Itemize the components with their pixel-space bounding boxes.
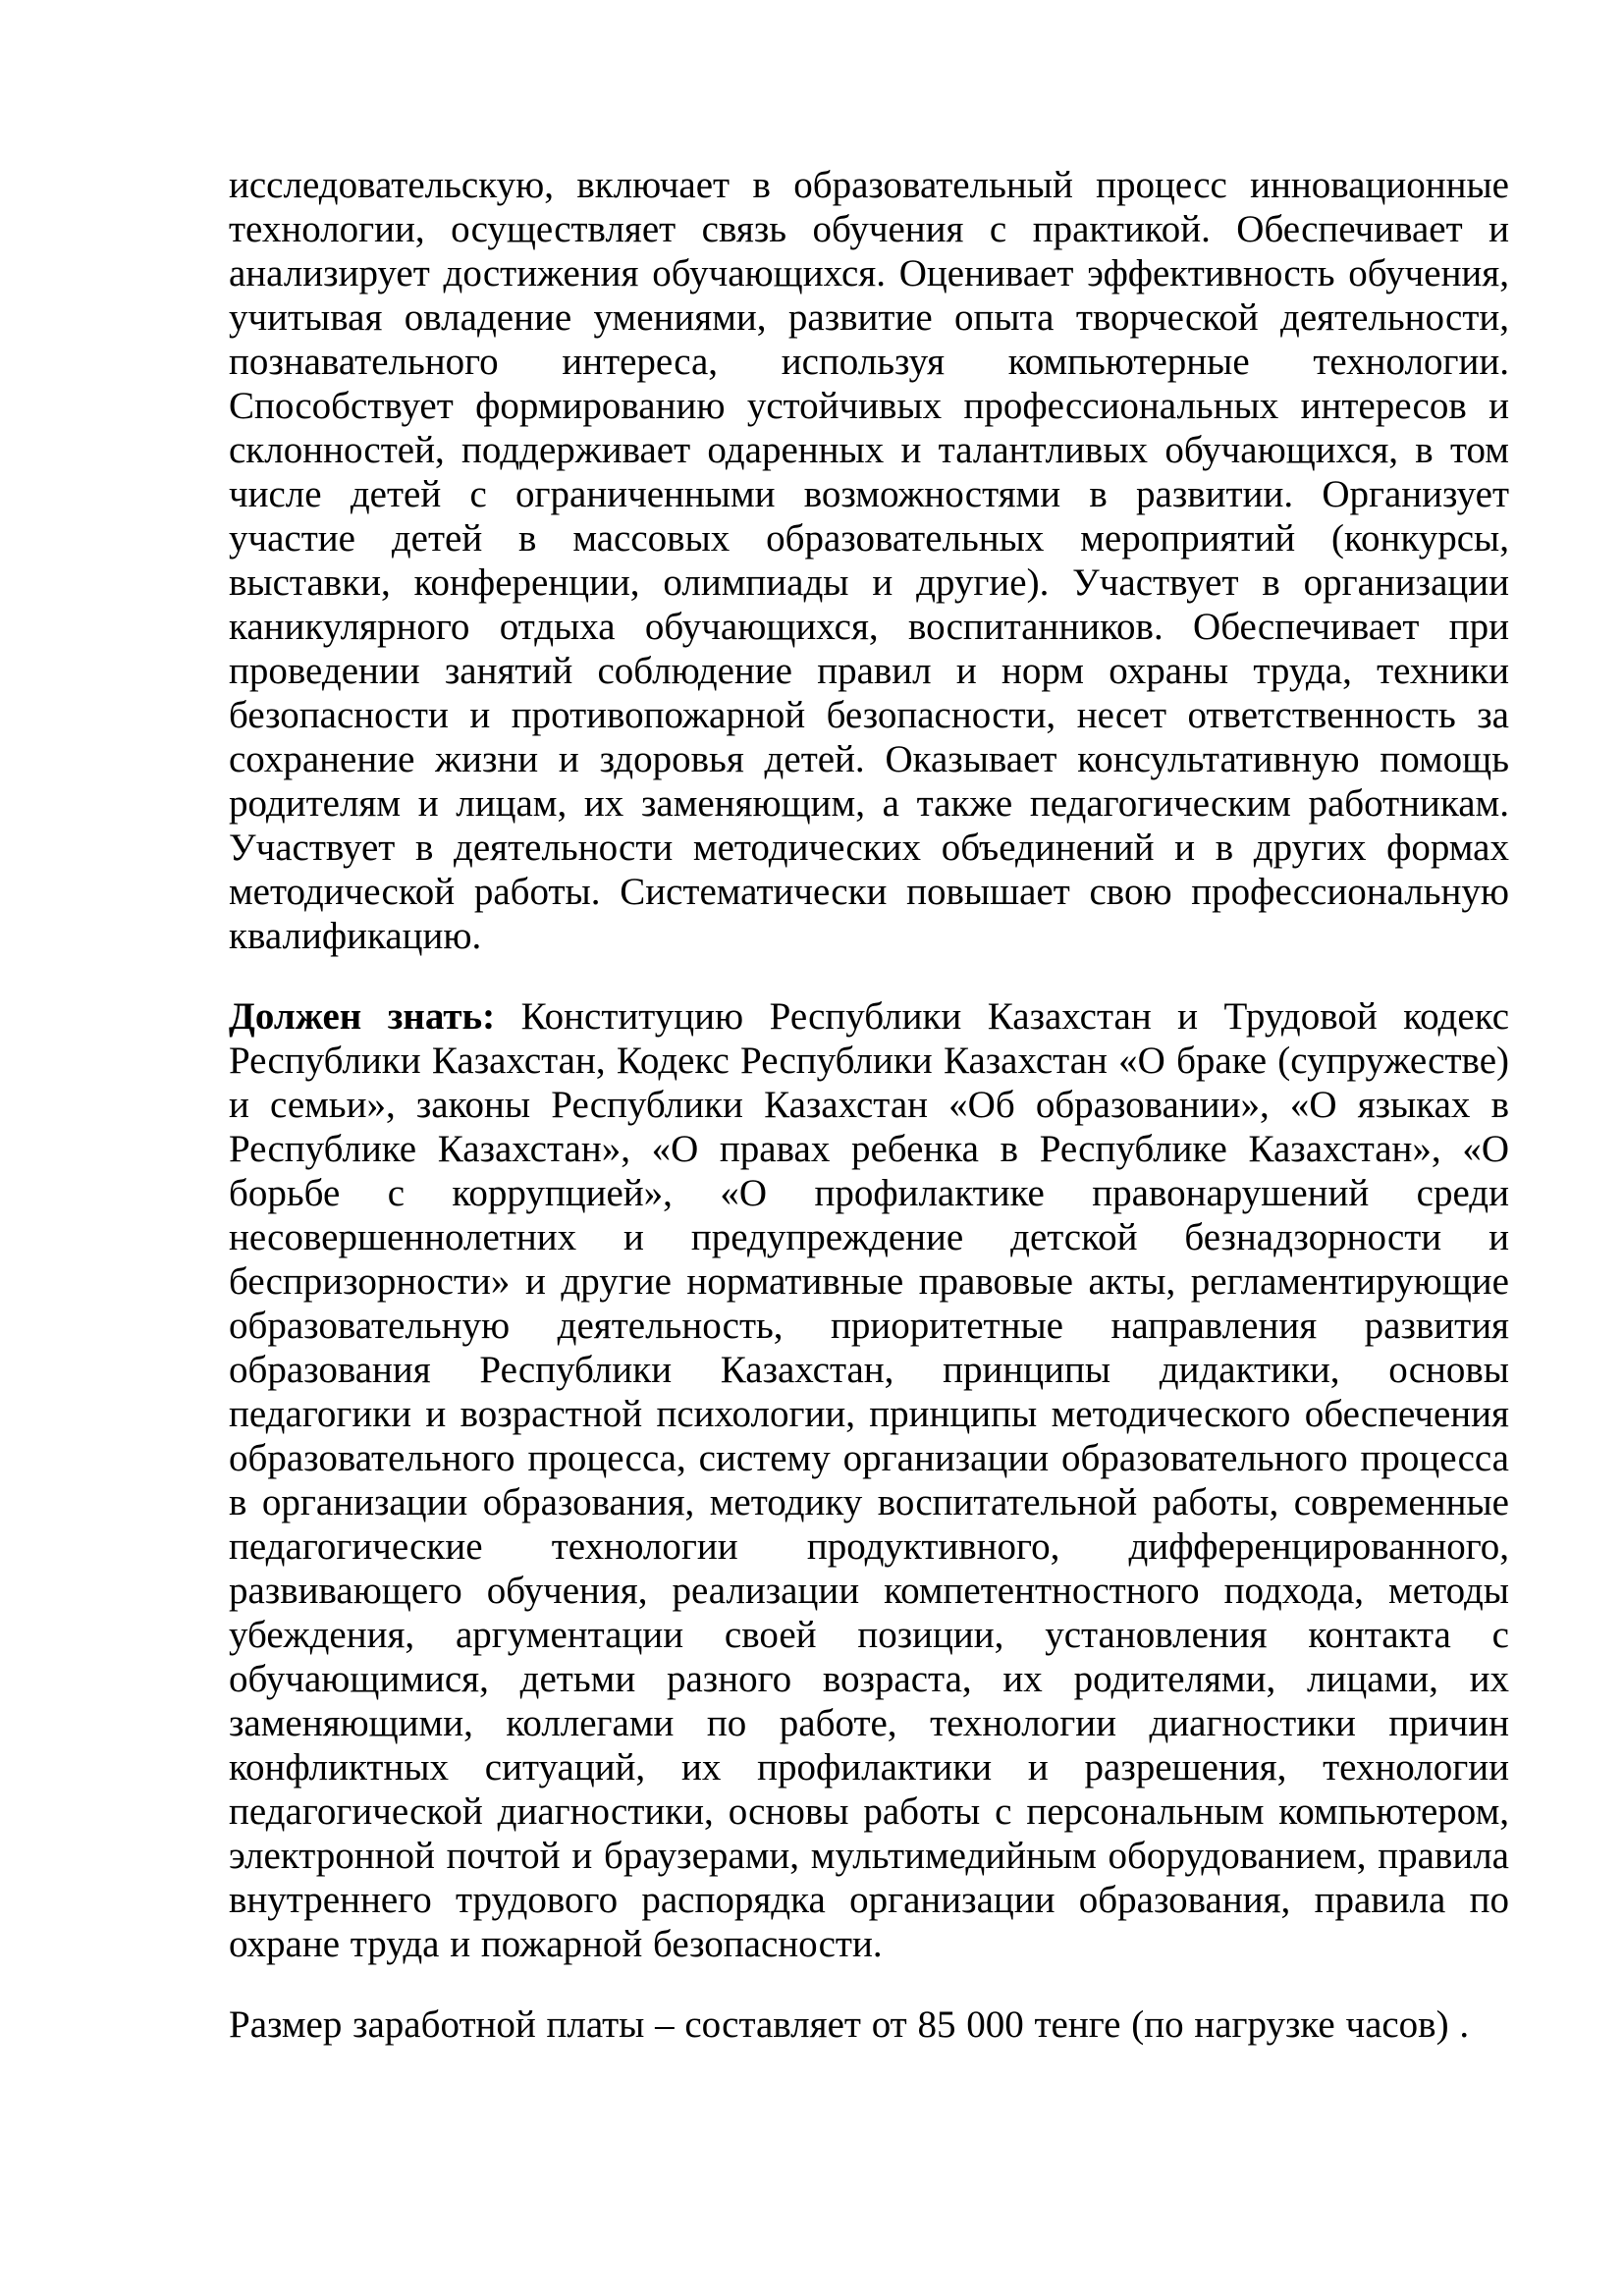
paragraph-duties: исследовательскую, включает в образовательный процесс инновационные технологии, осуществляет связь обучения с практикой. Обеспечивает и анализирует достижения обучающихся. Оценивает эффективность обучения, учитывая овладение умениями, развитие опыта творческой деятельности, познавательного интереса, используя компьютерные технологии. Способствует формированию устойчивых профессиональных интересов и склонностей, поддерживает одаренных и талантливых обучающихся, в том числе детей с ограниченными возможностями в развитии. Организует участие детей в массовых образовательных мероприятий (конкурсы, выставки, конференции, олимпиады и другие). Участвует в организации каникулярного отдыха обучающихся, воспитанников. Обеспечивает при проведении занятий соблюдение правил и норм охраны труда, техники безопасности и противопожарной безопасности, несет ответственность за сохранение жизни и здоровья детей. Оказывает консультативную помощь родителям и лицам, их заменяющим, а также педагогическим работникам. Участвует в деятельности методических объединений и в других формах методической работы. Систематически повышает свою профессиональную квалификацию.	[229, 164, 1509, 957]
must-know-label: Должен знать:	[229, 995, 496, 1038]
paragraph-must-know	[229, 994, 1509, 1966]
must-know-text: Конституцию Республики Казахстан и Трудовой кодекс Республики Казахстан, Кодекс Республики Казахстан «О браке (супружестве) и семьи», законы Республики Казахстан «Об образовании», «О языках в Республике Казахстан», «О правах ребенка в Республике Казахстан», «О борьбе с коррупцией», «О профилактике правонарушений среди несовершеннолетних и предупреждение детской безнадзорности и беспризорности» и другие нормативные правовые акты, регламентирующие образовательную деятельность, приоритетные направления развития образования Республики Казахстан, принципы дидактики, основы педагогики и возрастной психологии, принципы методического обеспечения образовательного процесса, систему организации образовательного процесса в организации образования, методику воспитательной работы, современные педагогические технологии продуктивного, дифференцированного, развивающего обучения, реализации компетентностного подхода, методы убеждения, аргументации своей позиции, установления контакта с обучающимися, детьми разного возраста, их родителями, лицами, их заменяющими, коллегами по работе, технологии диагностики причин конфликтных ситуаций, их профилактики и разрешения, технологии педагогической диагностики, основы работы с персональным компьютером, электронной почтой и браузерами, мультимедийным оборудованием, правила внутреннего трудового распорядка организации образования, правила по охране труда и пожарной безопасности.	[229, 995, 1510, 1965]
document-text-block	[229, 163, 1509, 2047]
paragraph-salary: Размер заработной платы – составляет от 85 000 тенге (по нагрузке часов) .	[229, 2003, 1470, 2046]
